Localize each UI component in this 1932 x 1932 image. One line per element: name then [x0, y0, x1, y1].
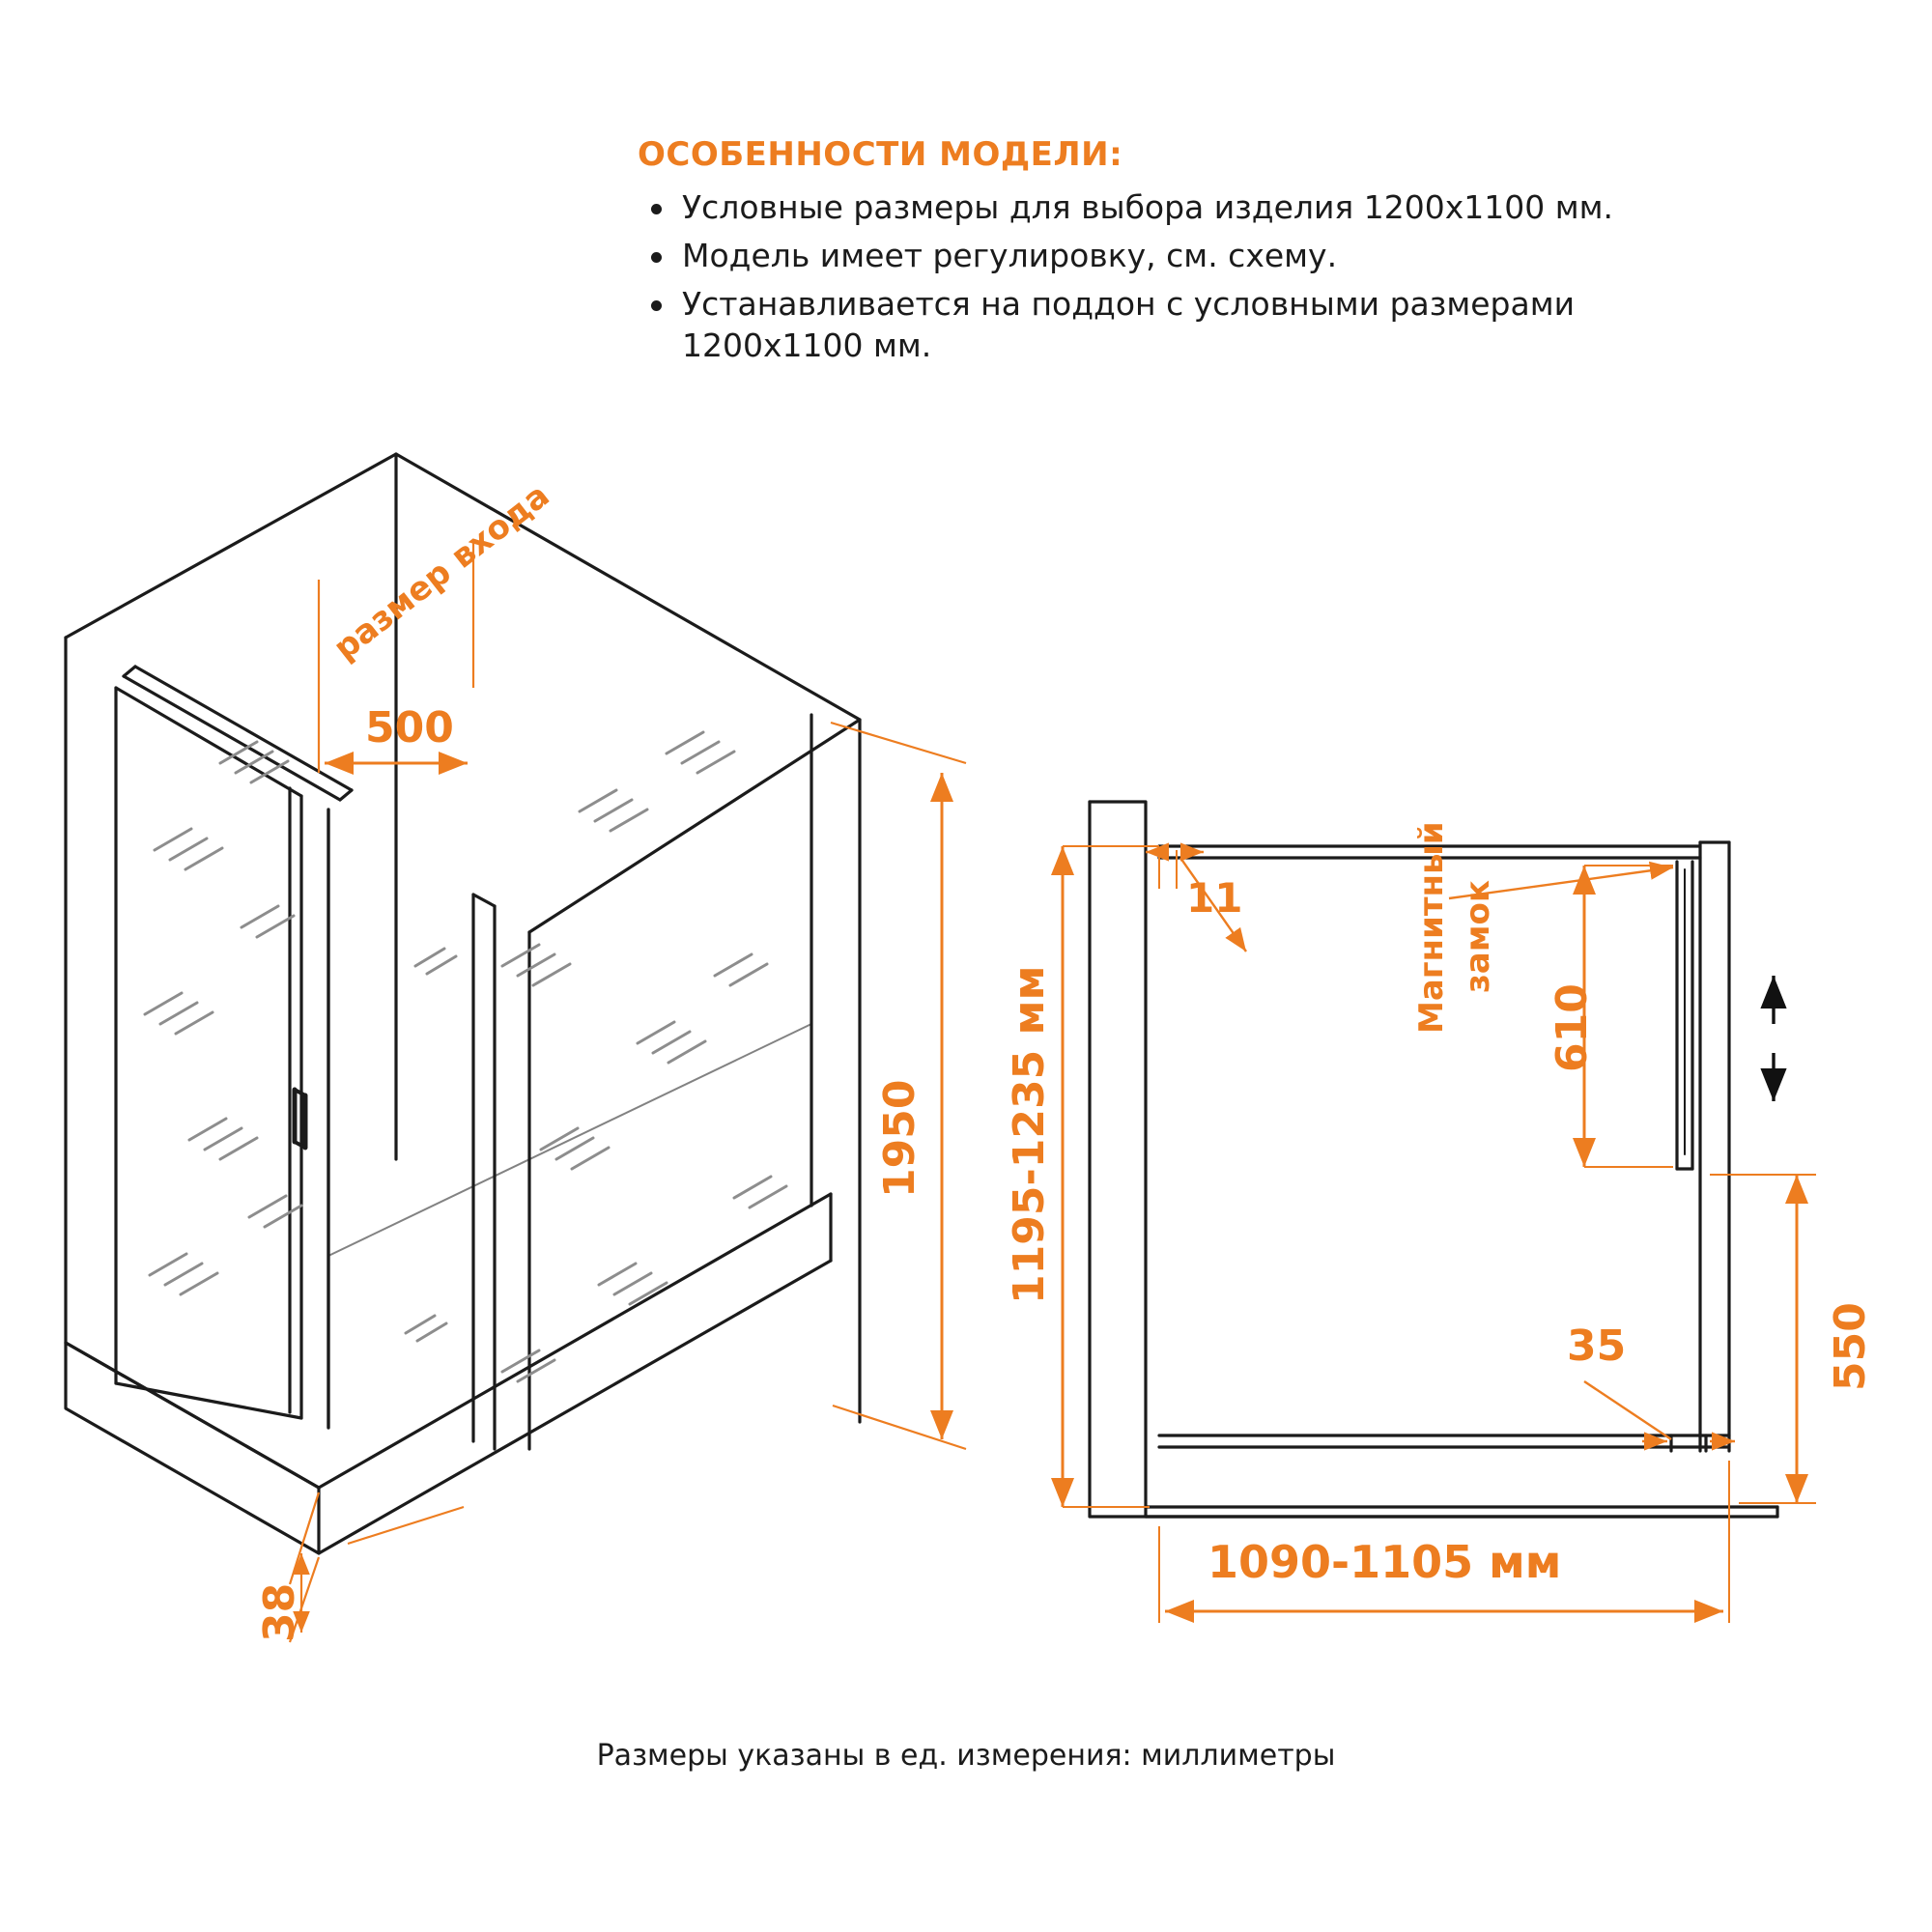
- features-title: ОСОБЕННОСТИ МОДЕЛИ:: [638, 135, 1123, 174]
- iso-cabin: [66, 454, 860, 1553]
- entry-size-value: 500: [365, 703, 454, 753]
- feature-item: Устанавливается на поддон с условными размерами 1200х1100 мм.: [682, 284, 1662, 365]
- units-footnote: Размеры указаны в ед. измерения: миллиметры: [596, 1739, 1336, 1773]
- entry-size-label: размер входа: [327, 475, 557, 668]
- plan-width-range: 1090-1105 мм: [1208, 1536, 1562, 1588]
- plan-offset: 35: [1567, 1321, 1627, 1371]
- magnetic-lock-label-line1: Магнитный: [1412, 821, 1451, 1034]
- plan-panel-width: 550: [1826, 1302, 1875, 1391]
- feature-item: Модель имеет регулировку, см. схему.: [682, 236, 1662, 276]
- iso-base-value: 38: [255, 1582, 304, 1642]
- plan-door-height: 610: [1548, 983, 1597, 1072]
- iso-height-value: 1950: [875, 1079, 924, 1198]
- feature-item: Условные размеры для выбора изделия 1200х1100 мм.: [682, 187, 1662, 228]
- plan-height-range: 1195-1235 мм: [1005, 965, 1054, 1304]
- plan-top-gap: 11: [1186, 874, 1243, 922]
- magnetic-lock-label-line2: замок: [1459, 880, 1497, 993]
